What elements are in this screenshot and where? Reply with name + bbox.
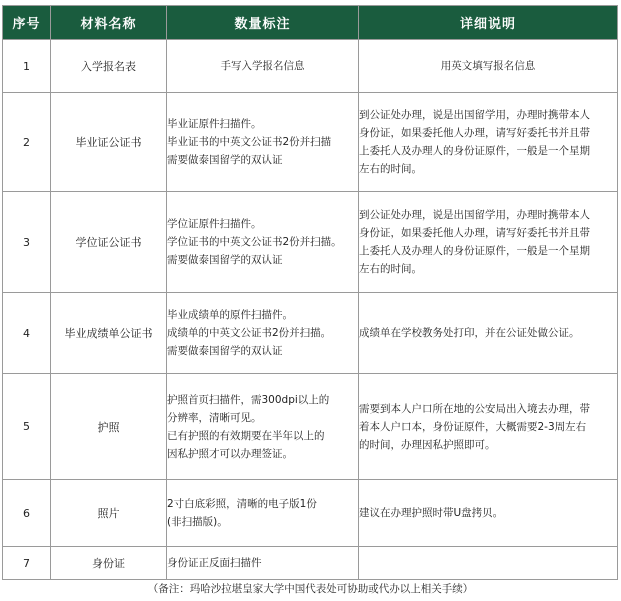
row-index: 7 — [3, 547, 51, 580]
details-line: 到公证处办理，说是出国留学用，办理时携带本人 — [359, 209, 590, 221]
quantity-cell — [167, 480, 359, 547]
details-cell — [359, 480, 618, 547]
row-index: 1 — [3, 40, 51, 93]
row-index: 5 — [3, 374, 51, 480]
details-line: 成绩单在学校教务处打印，并在公证处做公证。 — [359, 327, 580, 339]
quantity-line: 学位证原件扫描件。 — [167, 218, 262, 230]
table-row — [3, 293, 618, 374]
details-line: 身份证，如果委托他人办理，请写好委托书并且带 — [359, 127, 590, 139]
table-row — [3, 192, 618, 293]
details-line: 用英文填写报名信息 — [440, 60, 536, 72]
quantity-cell — [167, 93, 359, 192]
footnote: （备注：玛哈沙拉堪皇家大学中国代表处可协助或代办以上相关手续） — [147, 583, 474, 595]
table-row — [3, 480, 618, 547]
header-row — [3, 6, 618, 40]
material-name: 毕业成绩单公证书 — [51, 293, 167, 374]
quantity-line: 学位证书的中英文公证书2份并扫描。 — [167, 236, 342, 248]
header-material: 材料名称 — [51, 6, 167, 40]
header-index: 序号 — [3, 6, 51, 40]
quantity-line: 需要做泰国留学的双认证 — [167, 254, 283, 266]
details-line: 上委托人及办理人的身份证原件，一般是一个星期 — [359, 245, 590, 257]
details-cell — [359, 40, 618, 93]
details-line: 左右的时间。 — [359, 163, 422, 175]
quantity-line: 毕业成绩单的原件扫描件。 — [167, 309, 293, 321]
row-index: 2 — [3, 93, 51, 192]
details-line: 的时间，办理因私护照即可。 — [359, 438, 496, 451]
details-line: 到公证处办理，说是出国留学用，办理时携带本人 — [359, 109, 590, 121]
material-name: 照片 — [51, 480, 167, 547]
details-line: 建议在办理护照时带U盘拷贝。 — [359, 507, 504, 519]
table-row — [3, 547, 618, 580]
quantity-line: 已有护照的有效期要在半年以上的 — [167, 429, 325, 442]
quantity-cell — [167, 40, 359, 93]
table-row — [3, 93, 618, 192]
quantity-line: 手写入学报名信息 — [220, 60, 305, 72]
details-cell — [359, 192, 618, 293]
quantity-line: (非扫描版)。 — [167, 516, 228, 528]
material-name: 身份证 — [51, 547, 167, 580]
table-row — [3, 374, 618, 480]
quantity-line: 2寸白底彩照，清晰的电子版1份 — [167, 498, 317, 510]
quantity-cell — [167, 293, 359, 374]
row-index: 6 — [3, 480, 51, 547]
details-cell — [359, 93, 618, 192]
header-details: 详细说明 — [359, 6, 618, 40]
row-index: 4 — [3, 293, 51, 374]
details-line: 身份证，如果委托他人办理，请写好委托书并且带 — [359, 227, 590, 239]
quantity-cell — [167, 547, 359, 580]
material-name: 毕业证公证书 — [51, 93, 167, 192]
requirements-table — [2, 5, 618, 580]
details-line: 左右的时间。 — [359, 263, 422, 275]
quantity-line: 毕业证原件扫描件。 — [167, 118, 262, 130]
quantity-line: 毕业证书的中英文公证书2份并扫描 — [167, 136, 332, 148]
details-line: 上委托人及办理人的身份证原件，一般是一个星期 — [359, 145, 590, 157]
quantity-line: 成绩单的中英文公证书2份并扫描。 — [167, 327, 332, 339]
row-index: 3 — [3, 192, 51, 293]
quantity-cell — [167, 192, 359, 293]
table-row — [3, 40, 618, 93]
quantity-line: 护照首页扫描件，需300dpi以上的 — [167, 393, 330, 406]
quantity-line: 需要做泰国留学的双认证 — [167, 345, 283, 357]
quantity-line: 分辨率，清晰可见。 — [167, 411, 262, 424]
material-name: 护照 — [51, 374, 167, 480]
quantity-cell — [167, 374, 359, 480]
details-line: 着本人户口本，身份证原件，大概需要2-3周左右 — [359, 420, 587, 433]
material-name: 入学报名表 — [51, 40, 167, 93]
details-cell — [359, 293, 618, 374]
header-quantity: 数量标注 — [167, 6, 359, 40]
details-cell — [359, 374, 618, 480]
material-name: 学位证公证书 — [51, 192, 167, 293]
quantity-line: 因私护照才可以办理签证。 — [167, 447, 293, 460]
quantity-line: 身份证正反面扫描件 — [167, 557, 262, 569]
details-line: 需要到本人户口所在地的公安局出入境去办理，带 — [359, 402, 590, 415]
quantity-line: 需要做泰国留学的双认证 — [167, 154, 283, 166]
details-cell — [359, 547, 618, 580]
